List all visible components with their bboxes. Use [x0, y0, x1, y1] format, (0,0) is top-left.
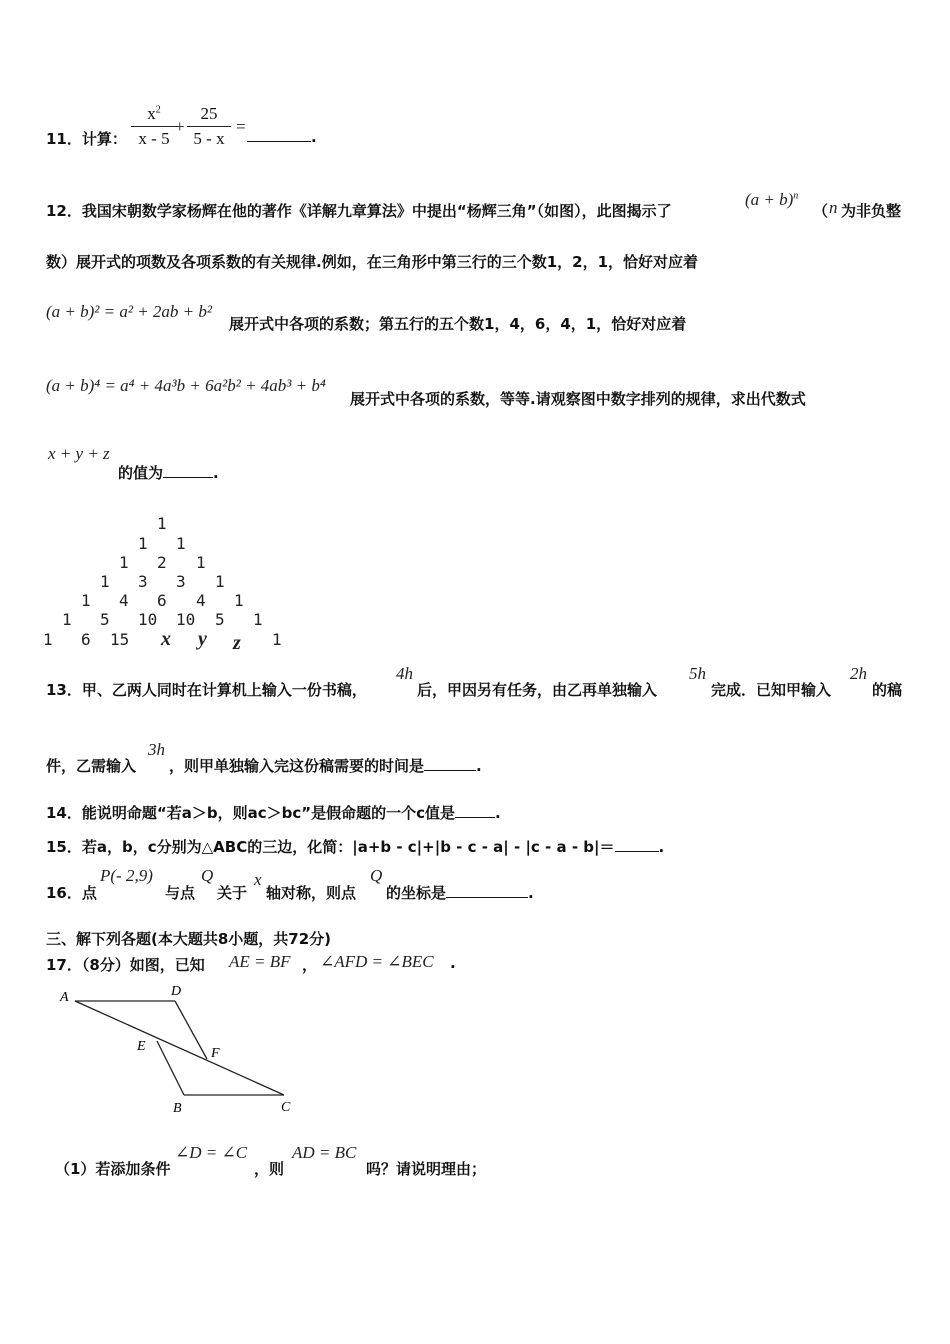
tri-r3-c0: 1: [100, 572, 110, 591]
q13-text-4: 的稿: [872, 681, 903, 699]
q13-text-3: 完成．已知甲输入: [711, 681, 832, 699]
tri-r4-c0: 1: [81, 591, 91, 610]
tri-r5-c2: 10: [138, 610, 158, 629]
tri-r3-c2: 3: [176, 572, 186, 591]
q13-3h: 3h: [148, 740, 165, 759]
tri-r6-c0: 1: [43, 630, 53, 649]
q14-text: 14．能说明命题“若a＞b，则ac＞bc”是假命题的一个c值是 .: [46, 804, 501, 822]
q16-point-q2: Q: [370, 866, 383, 885]
q12-expr-square: (a + b)² = a² + 2ab + b²: [46, 302, 212, 321]
q12-line-4: 展开式中各项的系数，等等.请观察图中数字排列的规律，求出代数式: [350, 390, 806, 408]
q16-text-1: 16．点: [46, 884, 97, 902]
q13-text-5: 件，乙需输入: [46, 757, 137, 775]
q12-expr-xyz: x + y + z: [48, 444, 110, 463]
q17-1-text-2: ，则: [254, 1160, 285, 1178]
q13-5h: 5h: [689, 664, 706, 683]
q17-expr-1: AE = BF: [229, 952, 291, 971]
segment-eb: [157, 1041, 184, 1095]
q17-1-condition: ∠D = ∠C: [175, 1143, 248, 1162]
q16-text-2: 与点: [165, 884, 196, 902]
tri-r6-c6: 1: [272, 630, 282, 649]
label-a: A: [60, 990, 69, 1005]
label-c: C: [281, 1100, 291, 1115]
label-d: D: [171, 984, 182, 999]
q12-expr-fourth: (a + b)⁴ = a⁴ + 4a³b + 6a²b² + 4ab³ + b⁴: [46, 376, 326, 395]
q12-line-1-paren: （: [813, 202, 829, 220]
tri-r1-c0: 1: [138, 534, 148, 553]
q11-fraction-1: $x^2$ x - 5: [131, 104, 177, 149]
q17-comma: ，: [302, 956, 318, 974]
q13-text-2: 后，甲因另有任务，由乙再单独输入: [417, 681, 658, 699]
tri-r5-c1: 5: [100, 610, 110, 629]
tri-r4-c1: 4: [119, 591, 129, 610]
q17-1-conclusion: AD = BC: [292, 1143, 357, 1162]
label-e: E: [137, 1039, 146, 1054]
label-f: F: [211, 1046, 220, 1061]
segment-df: [175, 1001, 207, 1059]
tri-r4-c2: 6: [157, 591, 167, 610]
q17-1-text-1: （1）若添加条件: [55, 1160, 171, 1178]
q12-line-1-n: n: [829, 198, 838, 217]
q17-text: 17．（8分）如图，已知: [46, 956, 205, 974]
q13-2h: 2h: [850, 664, 867, 683]
tri-r4-c3: 4: [196, 591, 206, 610]
q12-line-3: 展开式中各项的系数；第五行的五个数1，4，6，4，1，恰好对应着: [229, 315, 687, 333]
q17-1-text-3: 吗？请说明理由；: [366, 1160, 487, 1178]
section-3-title: 三、解下列各题(本大题共8小题，共72分): [46, 930, 332, 948]
q11-plus: +: [175, 117, 185, 136]
tri-r6-c2: 15: [110, 630, 130, 649]
q11-label: 11．计算：: [46, 130, 127, 148]
q16-text-4: 轴对称，则点: [266, 884, 357, 902]
q16-text-5: 的坐标是 .: [386, 884, 534, 902]
q13-4h: 4h: [396, 664, 413, 683]
q16-x: x: [254, 870, 262, 889]
tri-r6-c1: 6: [81, 630, 91, 649]
q12-line-1: 12．我国宋朝数学家杨辉在他的著作《详解九章算法》中提出“杨辉三角”（如图），此图揭示了: [46, 202, 672, 220]
tri-r2-c2: 1: [196, 553, 206, 572]
tri-r2-c0: 1: [119, 553, 129, 572]
q12-expr-ab-n: $(a + b)^n$: [745, 190, 799, 209]
q12-line-2: 数）展开式的项数及各项系数的有关规律.例如，在三角形中第三行的三个数1，2，1，恰好对应着: [46, 253, 699, 271]
q12-line-1-tail: 为非负整: [841, 202, 902, 220]
q11-equals: =: [236, 117, 246, 136]
q16-text-3: 关于: [217, 884, 248, 902]
q13-text-6: ，则甲单独输入完这份稿需要的时间是 .: [169, 757, 482, 775]
geometry-figure: [55, 983, 305, 1118]
tri-r2-c1: 2: [157, 553, 167, 572]
tri-r5-c0: 1: [62, 610, 72, 629]
segment-ac: [75, 1001, 284, 1095]
q16-point-p: P(- 2,9): [100, 866, 153, 885]
tri-r3-c3: 1: [215, 572, 225, 591]
tri-r6-z: z: [233, 632, 241, 654]
tri-r4-c4: 1: [234, 591, 244, 610]
q11-answer-blank: .: [247, 128, 317, 146]
q16-point-q1: Q: [201, 866, 214, 885]
q12-answer-line: 的值为 .: [118, 464, 219, 482]
q11-fraction-2: 25 5 - x: [187, 104, 231, 149]
tri-r5-c3: 10: [176, 610, 196, 629]
q17-expr-2: ∠AFD = ∠BEC: [320, 952, 434, 971]
q15-text: 15．若a，b，c分别为△ABC的三边，化简：|a+b - c|+|b - c - a| - |c - a - b|＝ .: [46, 838, 665, 856]
tri-r5-c5: 1: [253, 610, 263, 629]
tri-r6-x: x: [161, 628, 171, 650]
tri-r6-y: y: [198, 628, 207, 650]
tri-r0-c0: 1: [157, 514, 167, 533]
label-b: B: [173, 1101, 182, 1116]
q17-end: .: [450, 954, 456, 972]
tri-r5-c4: 5: [215, 610, 225, 629]
tri-r3-c1: 3: [138, 572, 148, 591]
tri-r1-c1: 1: [176, 534, 186, 553]
q13-text-1: 13．甲、乙两人同时在计算机上输入一份书稿，: [46, 681, 367, 699]
